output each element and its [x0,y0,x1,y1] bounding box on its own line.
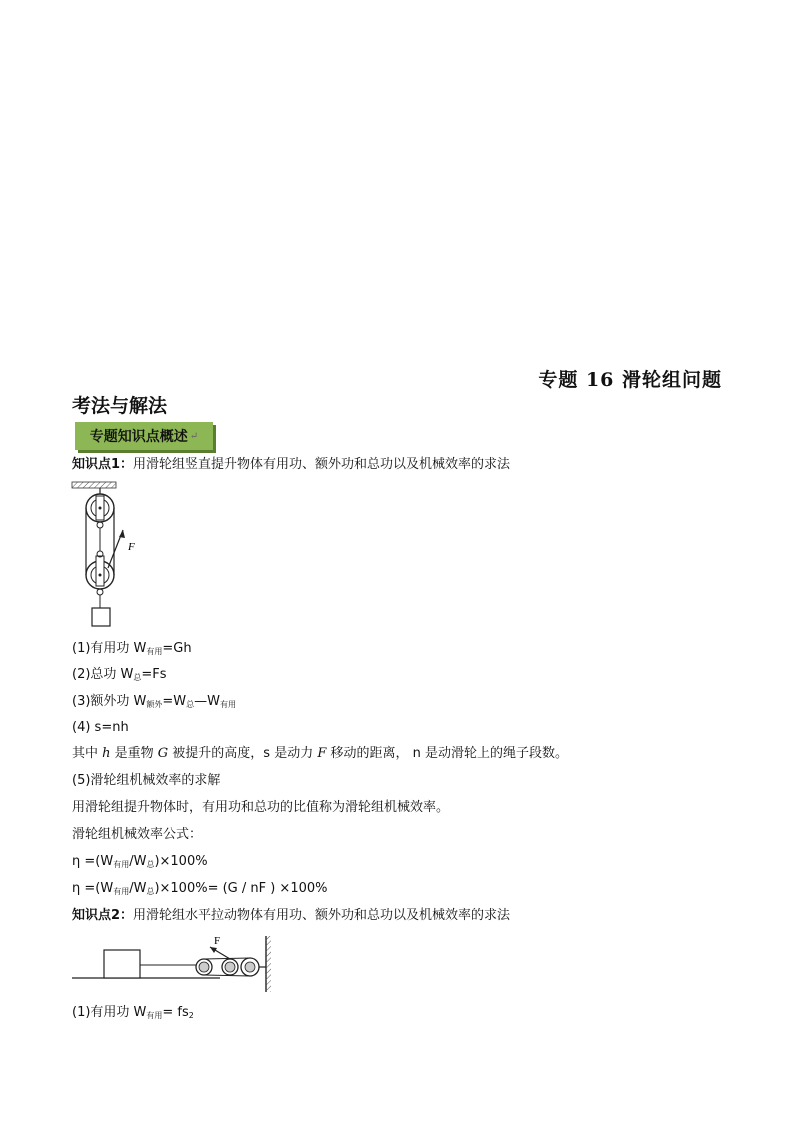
knowledge-point-2-text: 用滑轮组水平拉动物体有用功、额外功和总功以及机械效率的求法 [133,908,511,923]
topic-tag [75,422,213,450]
knowledge-point-2 [72,907,510,925]
knowledge-point-1-text: 用滑轮组竖直提升物体有用功、额外功和总功以及机械效率的求法 [133,457,511,472]
efficiency-definition: 用滑轮组提升物体时，有用功和总功的比值称为滑轮组机械效率。 [72,800,450,815]
knowledge-point-2-label: 知识点2： [72,908,134,923]
document-title: 专题 16 滑轮组问题 [538,369,722,391]
formula-total-work: (2)总功 $W_总=Fs$ [72,667,167,682]
vertical-pulley-figure [68,480,158,630]
efficiency-heading: (5)滑轮组机械效率的求解 [72,773,221,788]
figure-2-force-label: F [214,935,221,947]
return-mark-icon: ↵ [189,430,199,442]
efficiency-formula-1: $\eta =(W_{有用}/W_总)\times 100\%$ [72,854,208,869]
formula-extra-work: (3)额外功 $W_{额外}=W_总—W_{有用}$ [72,694,237,709]
knowledge-point-1-label: 知识点1： [72,457,134,472]
efficiency-formula-title: 滑轮组机械效率公式： [72,827,203,842]
formula-distance: (4) s=nh [72,720,129,735]
topic-tag-label: 专题知识点概述 [89,429,188,445]
section-heading: 考法与解法 [72,395,168,417]
knowledge-point-1 [72,456,510,474]
explanation: 其中 h 是重物 G 被提升的高度，s 是动力 F 移动的距离， n 是动滑轮上的绳子段数。 [72,746,569,761]
figure-1-force-label: F [128,541,135,553]
horizontal-useful-work: (1)有用功 $W_{有用}= fs_2$ [72,1005,194,1020]
horizontal-pulley-figure [70,932,280,994]
efficiency-formula-2: $\eta =(W_{有用}/W_总)\times 100\%= (G$ / nF ) ×100% [72,881,328,896]
formula-useful-work: (1)有用功 $W_{有用}=Gh$ [72,641,192,656]
